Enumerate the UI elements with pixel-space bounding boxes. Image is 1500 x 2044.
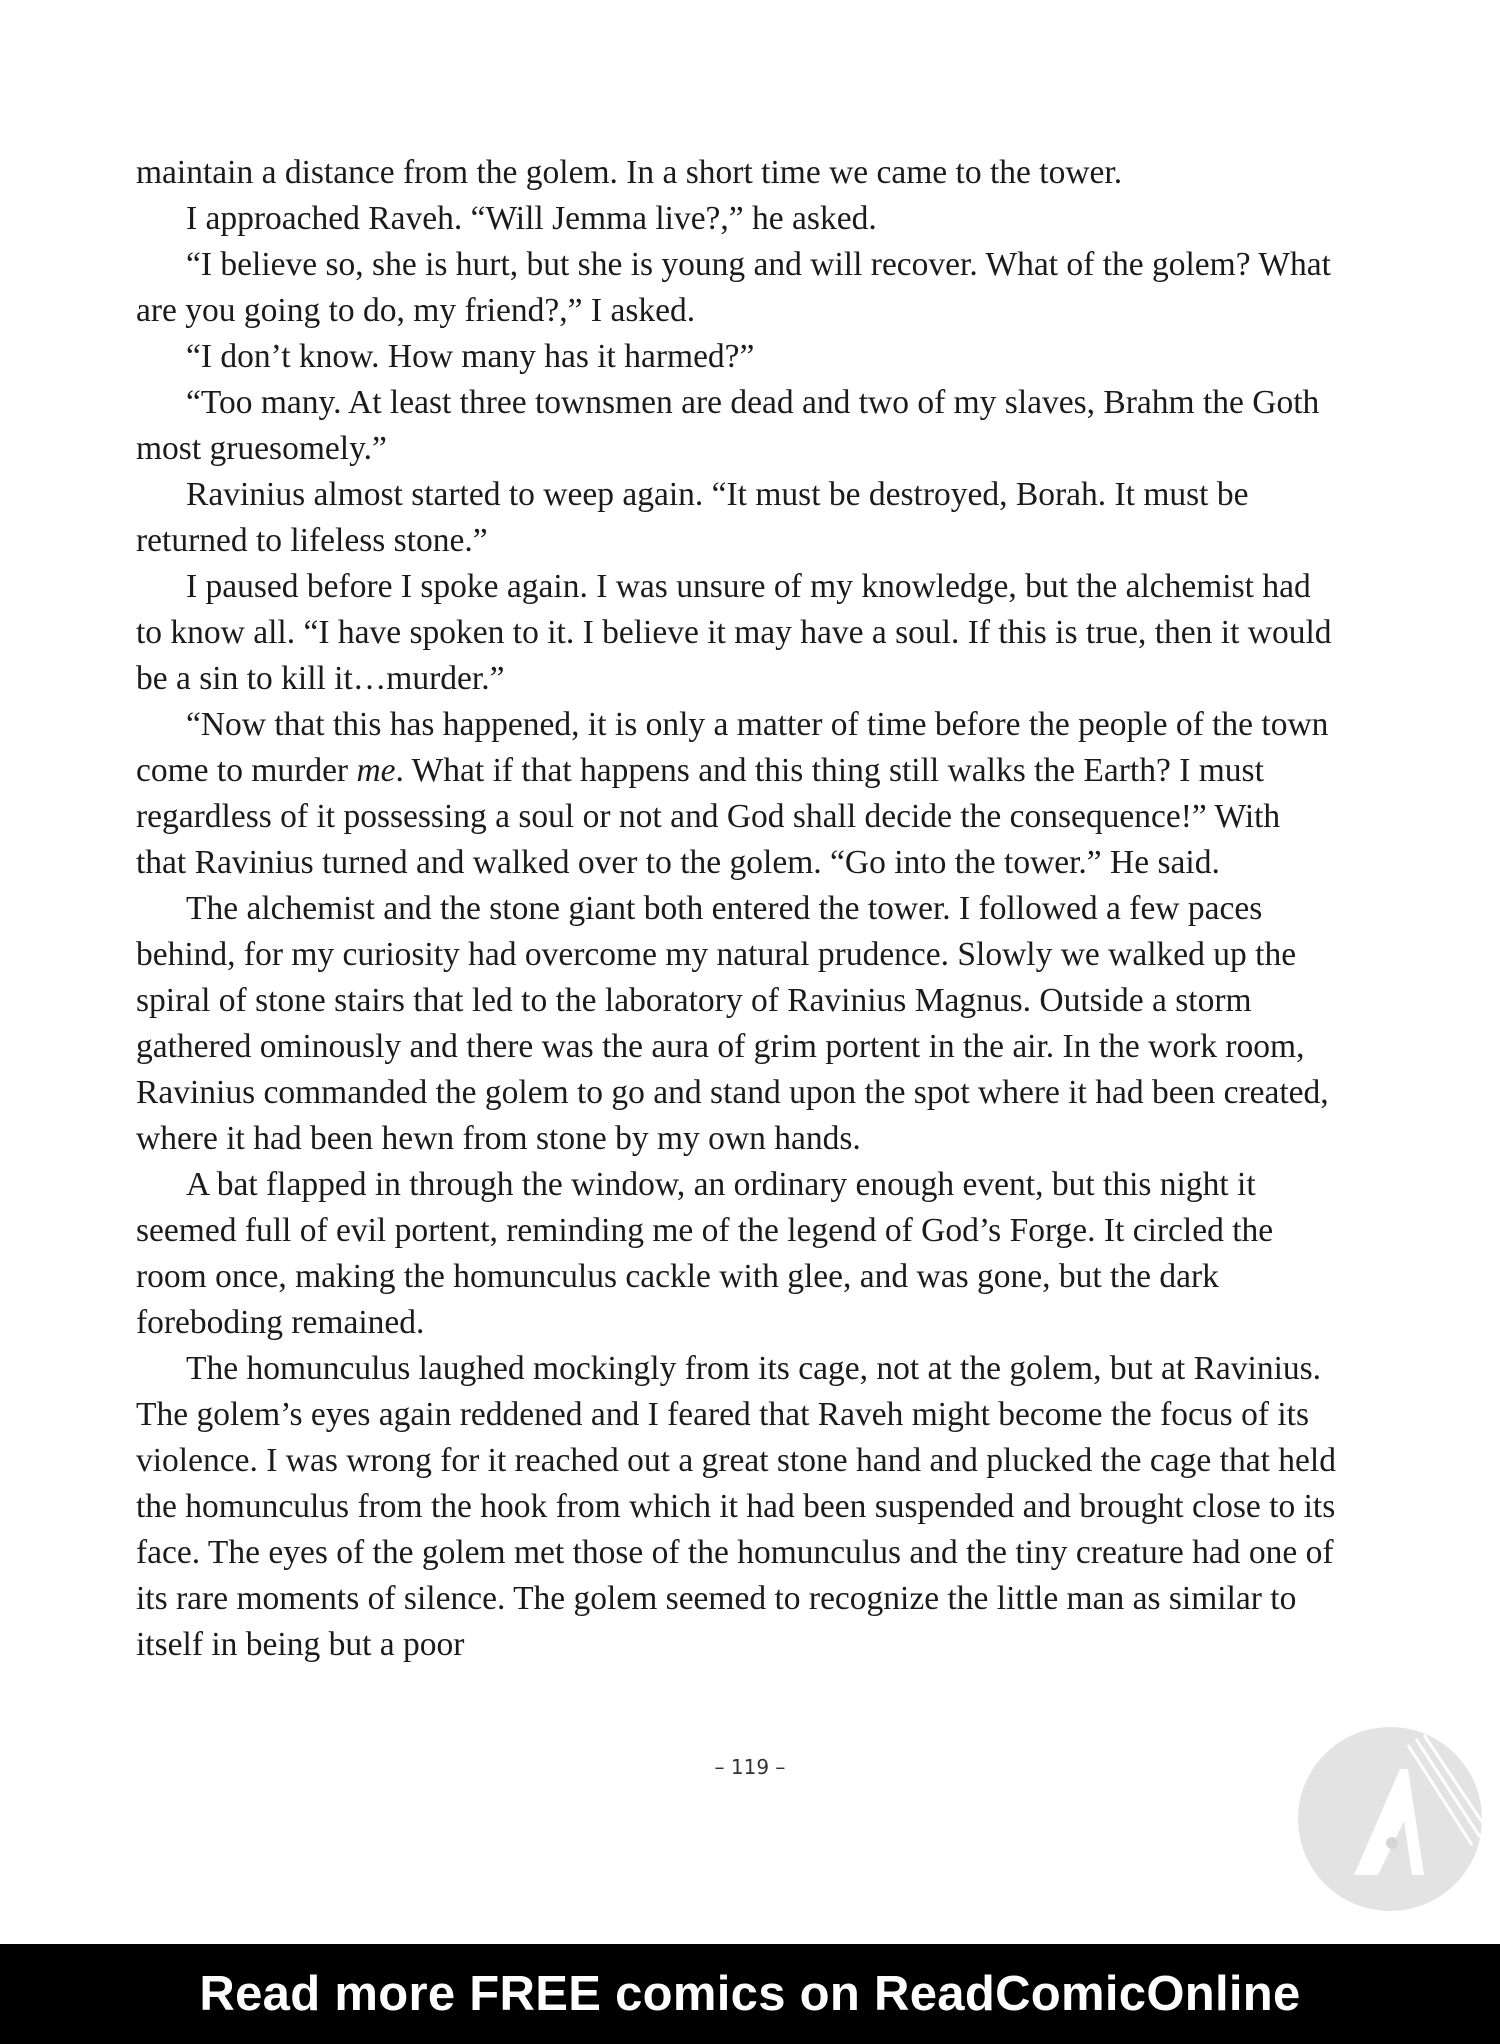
- paragraph-1: maintain a distance from the golem. In a short time we came to the tower.: [136, 154, 1123, 191]
- paragraph-8-end: . What if that happens and this thing still walks the Earth? I must regardless of it possessing a soul or not and God shall decide the consequence!” With that Ravinius turned and walked over to the golem. “Go into the tower.” He said.: [136, 752, 1281, 881]
- paragraph-8: [136, 702, 1336, 886]
- paragraph-2: I approached Raveh. “Will Jemma live?,” he asked.: [186, 200, 877, 237]
- paragraph-4: “I don’t know. How many has it harmed?”: [186, 338, 755, 375]
- emphasis-me: me: [356, 752, 396, 789]
- promo-banner-link[interactable]: Read more FREE comics on ReadComicOnline: [199, 1967, 1301, 2021]
- publisher-logo-icon: [1296, 1725, 1484, 1913]
- paragraph-5: “Too many. At least three townsmen are dead and two of my slaves, Brahm the Goth most gruesomely.”: [136, 384, 1320, 467]
- paragraph-11: The homunculus laughed mockingly from its cage, not at the golem, but at Ravinius. The golem’s eyes again reddened and I feared that Raveh might become the focus of its violence. I was wrong for it reached out a great stone hand and plucked the cage that held the homunculus from the hook from which it had been suspended and brought close to its face. The eyes of the golem met those of the homunculus and the tiny creature had one of its rare moments of silence. The golem seemed to recognize the little man as similar to itself in being but a poor: [136, 1350, 1336, 1663]
- promo-banner: [0, 1944, 1500, 2044]
- paragraph-10: A bat flapped in through the window, an ordinary enough event, but this night it seemed full of evil portent, reminding me of the legend of God’s Forge. It circled the room once, making the homunculus cackle with glee, and was gone, but the dark foreboding remained.: [136, 1166, 1274, 1341]
- paragraph-9: The alchemist and the stone giant both entered the tower. I followed a few paces behind, for my curiosity had overcome my natural prudence. Slowly we walked up the spiral of stone stairs that led to the laboratory of Ravinius Magnus. Outside a storm gathered ominously and there was the aura of grim portent in the air. In the work room, Ravinius commanded the golem to go and stand upon the spot where it had been created, where it had been hewn from stone by my own hands.: [136, 890, 1329, 1157]
- paragraph-3: “I believe so, she is hurt, but she is young and will recover. What of the golem? What are you going to do, my friend?,” I asked.: [136, 246, 1331, 329]
- paragraph-7: I paused before I spoke again. I was unsure of my knowledge, but the alchemist had to know all. “I have spoken to it. I believe it may have a soul. If this is true, then it would be a sin to kill it…murder.”: [136, 568, 1332, 697]
- page-number: – 119 –: [714, 1755, 786, 1779]
- paragraph-6: Ravinius almost started to weep again. “It must be destroyed, Borah. It must be returned to lifeless stone.”: [136, 476, 1249, 559]
- paragraph-8-start: “Now that this has happened, it is only a matter of time before the people of the town come to murder: [136, 706, 1329, 789]
- page-body-text: [136, 150, 1336, 1668]
